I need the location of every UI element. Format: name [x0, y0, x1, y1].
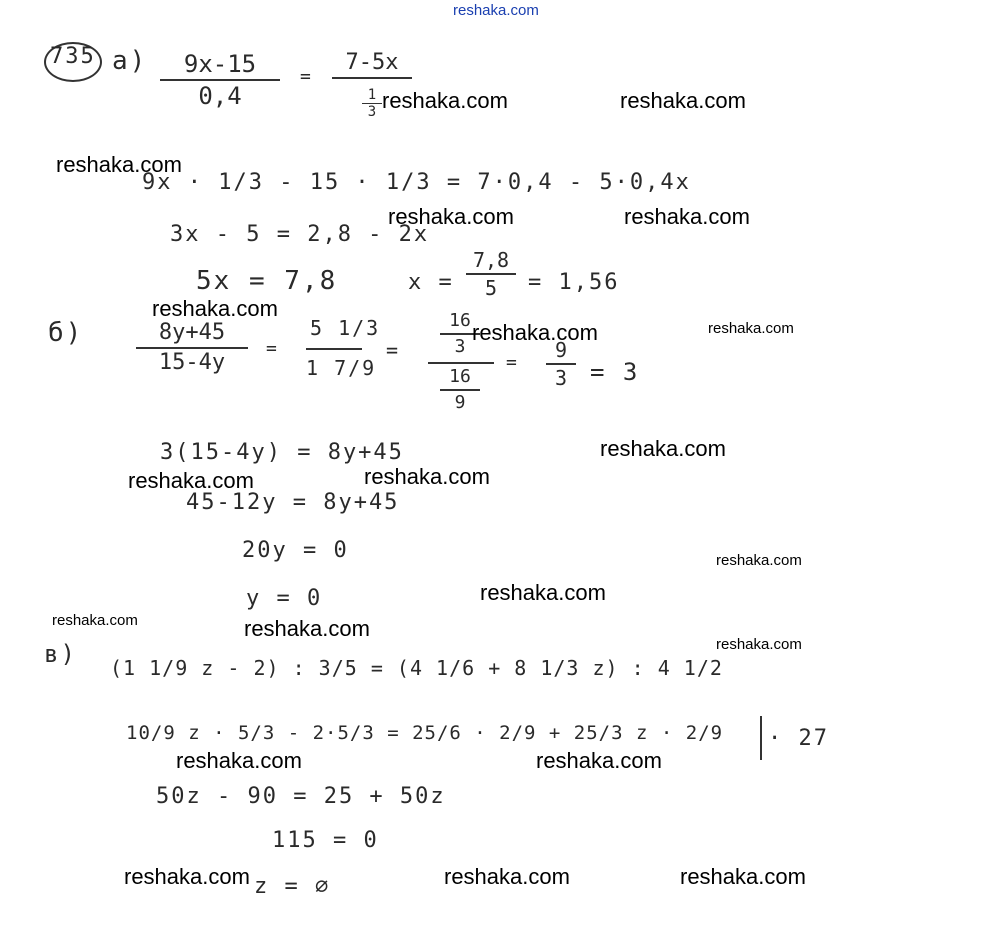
fraction-bar — [440, 389, 480, 391]
fraction-bar — [160, 79, 280, 81]
part-a-result-value: = 1,56 — [528, 270, 620, 295]
watermark: reshaka.com — [472, 320, 598, 345]
part-b-result-fraction — [546, 340, 576, 388]
watermark: reshaka.com — [480, 580, 606, 605]
result-numerator: 7,8 — [472, 248, 510, 272]
watermark: reshaka.com — [124, 864, 250, 889]
part-b-result: = 3 — [590, 358, 640, 386]
fraction-bar — [136, 347, 248, 349]
watermark: reshaka.com — [152, 296, 278, 321]
part-b-bottom-fraction — [440, 368, 480, 412]
part-c-label: в) — [44, 640, 77, 668]
watermark: reshaka.com — [56, 152, 182, 177]
watermark: reshaka.com — [52, 612, 138, 629]
equals-sign: = — [300, 66, 313, 87]
part-a-step-1: 9x · 1/3 - 15 · 1/3 = 7·0,4 - 5·0,4x — [142, 170, 691, 195]
top-denominator: 3 — [454, 336, 466, 357]
part-a-step-2: 3x - 5 = 2,8 - 2x — [170, 222, 430, 247]
part-b-mixed-2: 1 7/9 — [306, 356, 377, 380]
part-b-left-fraction — [136, 322, 248, 374]
part-c-multiplier: · 27 — [768, 726, 829, 751]
part-a-left-fraction — [160, 52, 280, 108]
watermark: reshaka.com — [620, 88, 746, 113]
one-third-denominator: 3 — [367, 104, 377, 120]
multiplier-bar — [760, 716, 762, 760]
part-a-left-numerator: 9x-15 — [183, 50, 257, 78]
watermark: reshaka.com — [176, 748, 302, 773]
part-a-label: а) — [112, 46, 148, 76]
part-c-line-3: 50z - 90 = 25 + 50z — [156, 784, 446, 809]
equals-sign: = — [386, 338, 401, 362]
main-fraction-bar — [428, 362, 494, 364]
watermark: reshaka.com — [716, 552, 802, 569]
watermark: reshaka.com — [680, 864, 806, 889]
watermark: reshaka.com — [382, 88, 508, 113]
watermark: reshaka.com — [708, 320, 794, 337]
watermark: reshaka.com — [364, 464, 490, 489]
fraction-bar — [332, 77, 412, 79]
part-b-label: б) — [48, 318, 84, 348]
watermark: reshaka.com — [624, 204, 750, 229]
site-link[interactable]: reshaka.com — [453, 2, 539, 19]
part-a-right-numerator: 7-5x — [345, 50, 399, 75]
watermark: reshaka.com — [388, 204, 514, 229]
part-b-step-3: 20y = 0 — [242, 538, 349, 563]
part-b-left-denominator: 15-4y — [158, 350, 226, 375]
part-c-line-1: (1 1/9 z - 2) : 3/5 = (4 1/6 + 8 1/3 z) : 4 1/2 — [110, 656, 723, 680]
watermark: reshaka.com — [244, 616, 370, 641]
part-c-line-2: 10/9 z · 5/3 - 2·5/3 = 25/6 · 2/9 + 25/3 z · 2/9 — [126, 722, 724, 744]
result-numerator: 9 — [554, 338, 568, 362]
top-numerator: 16 — [449, 310, 471, 331]
part-b-step-2: 45-12y = 8y+45 — [186, 490, 400, 515]
part-a-left-denominator: 0,4 — [198, 82, 242, 110]
equals-sign: = — [506, 352, 519, 373]
part-c-line-4: 115 = 0 — [272, 828, 379, 853]
fraction-bar — [306, 348, 362, 350]
part-b-step-1: 3(15-4y) = 8y+45 — [160, 440, 404, 465]
part-a-right-fraction — [332, 52, 412, 82]
part-b-left-numerator: 8y+45 — [158, 320, 226, 345]
part-b-step-4: y = 0 — [246, 586, 323, 611]
equals-sign: = — [266, 338, 279, 359]
part-a-step-3: 5x = 7,8 — [196, 266, 338, 296]
part-a-result-lhs: x = — [408, 270, 454, 295]
part-b-mixed-1: 5 1/3 — [310, 316, 381, 340]
watermark: reshaka.com — [536, 748, 662, 773]
one-third-numerator: 1 — [367, 87, 377, 103]
part-a-result-fraction — [466, 250, 516, 298]
watermark: reshaka.com — [128, 468, 254, 493]
problem-number: 735 — [50, 44, 96, 69]
watermark: reshaka.com — [716, 636, 802, 653]
result-denominator: 5 — [484, 276, 498, 300]
result-denominator: 3 — [554, 366, 568, 390]
watermark: reshaka.com — [444, 864, 570, 889]
part-c-line-5: z = ∅ — [254, 874, 331, 899]
bottom-denominator: 9 — [454, 392, 466, 413]
fraction-bar — [466, 273, 516, 275]
bottom-numerator: 16 — [449, 366, 471, 387]
part-a-right-denominator — [362, 88, 382, 119]
watermark: reshaka.com — [600, 436, 726, 461]
fraction-bar — [546, 363, 576, 365]
